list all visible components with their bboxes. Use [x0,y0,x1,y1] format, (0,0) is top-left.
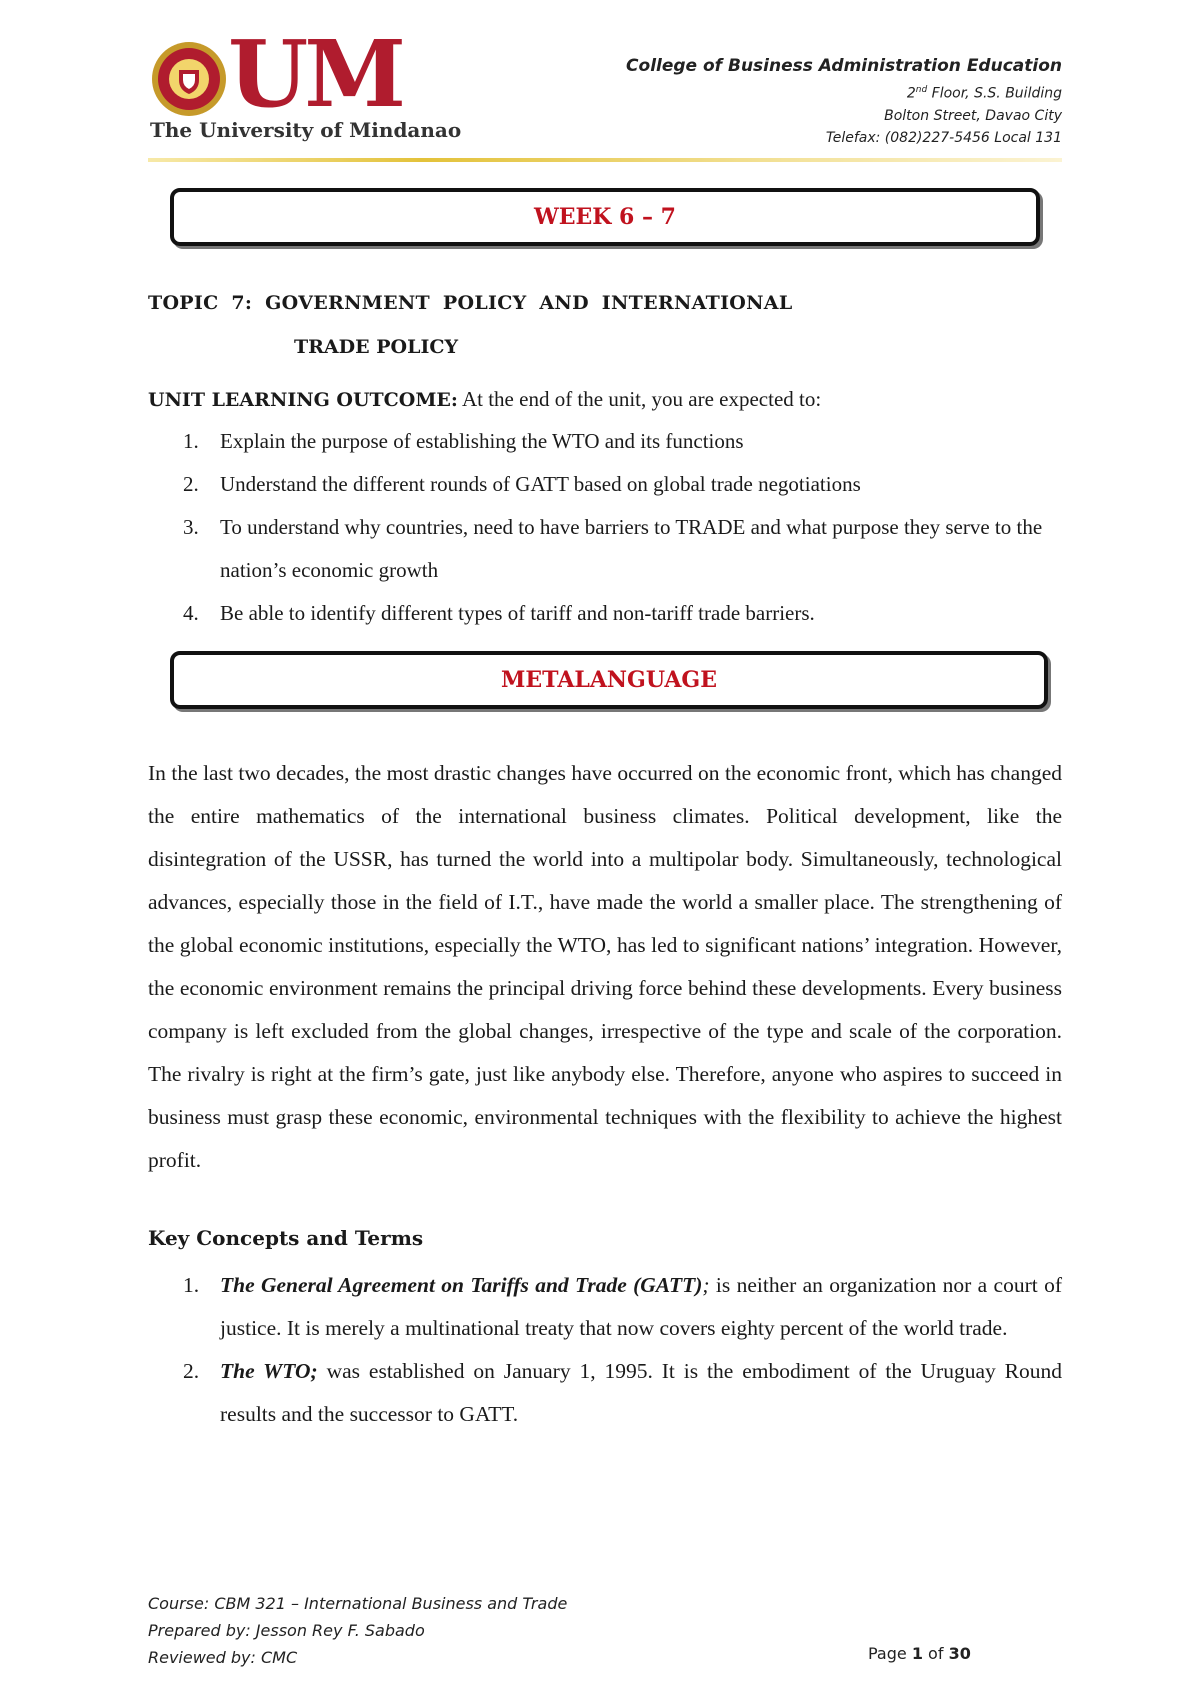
unit-learning-outcome [148,378,1068,422]
week-heading-box: WEEK 6 – 7 [170,188,1040,246]
ulo-intro: At the end of the unit, you are expected to: [457,387,822,411]
list-item: 3. To understand why countries, need to have barriers to TRADE and what purpose they serve to the nation’s economic growth [183,515,1043,582]
footer-course: Course: CBM 321 – International Business and Trade [148,1594,568,1613]
university-name: The University of Mindanao [150,118,462,142]
list-item: 1. The General Agreement on Tariffs and Trade (GATT); is neither an organization nor a court of justice. It is merely a multinational treaty that now covers eighty percent of the world trade. [183,1273,1062,1340]
college-telefax: Telefax: (082)227-5456 Local 131 [825,129,1062,146]
topic-title-line2: TRADE POLICY [294,336,459,358]
key-concepts-heading: Key Concepts and Terms [148,1226,424,1250]
footer-reviewed-by: Reviewed by: CMC [148,1648,298,1667]
concept-term: The WTO; [220,1359,318,1383]
logo-wordmark: UM [228,20,403,128]
list-item: 4. Be able to identify different types of tariff and non-tariff trade barriers. [183,601,815,625]
university-logo [150,20,462,148]
footer-prepared-by: Prepared by: Jesson Rey F. Sabado [148,1621,425,1640]
topic-title-line1: TOPIC 7: GOVERNMENT POLICY AND INTERNATIONAL [148,292,793,314]
list-item: 2. Understand the different rounds of GATT based on global trade negotiations [183,472,861,496]
key-concepts-list [148,1264,1062,1436]
college-floor: 2nd Floor, S.S. Building [906,85,1062,102]
college-name: College of Business Administration Education [626,56,1062,76]
outcome-list [148,420,1068,635]
college-info [626,56,1062,149]
metalanguage-heading-box: METALANGUAGE [170,651,1048,709]
header-divider [148,158,1062,162]
metalanguage-paragraph: In the last two decades, the most drastic changes have occurred on the economic front, which has changed the entire mathematics of the international business climates. Political development, like the disintegration of the USSR, has turned the world into a multipolar body. Simultaneously, technological advances, especially those in the field of I.T., have made the world a smaller place. The strengthening of the global economic institutions, especially the WTO, has led to significant nations’ integration. However, the economic environment remains the principal driving force behind these developments. Every business company is left excluded from the global changes, irrespective of the type and scale of the corporation. The rivalry is right at the firm’s gate, just like anybody else. Therefore, anyone who aspires to succeed in business must grasp these economic, environmental techniques with the flexibility to achieve the highest profit. [148,761,1062,1172]
page-number: Page 1 of 30 [868,1644,971,1663]
university-seal-icon [150,40,228,118]
college-street: Bolton Street, Davao City [884,107,1062,124]
ulo-label: UNIT LEARNING OUTCOME: [148,389,458,411]
list-item: 1. Explain the purpose of establishing the WTO and its functions [183,429,744,453]
page-footer [148,1590,567,1671]
concept-term: The General Agreement on Tariffs and Trade (GATT) [220,1273,703,1297]
list-item: 2. The WTO; was established on January 1, 1995. It is the embodiment of the Uruguay Round results and the successor to GATT. [183,1359,1062,1426]
